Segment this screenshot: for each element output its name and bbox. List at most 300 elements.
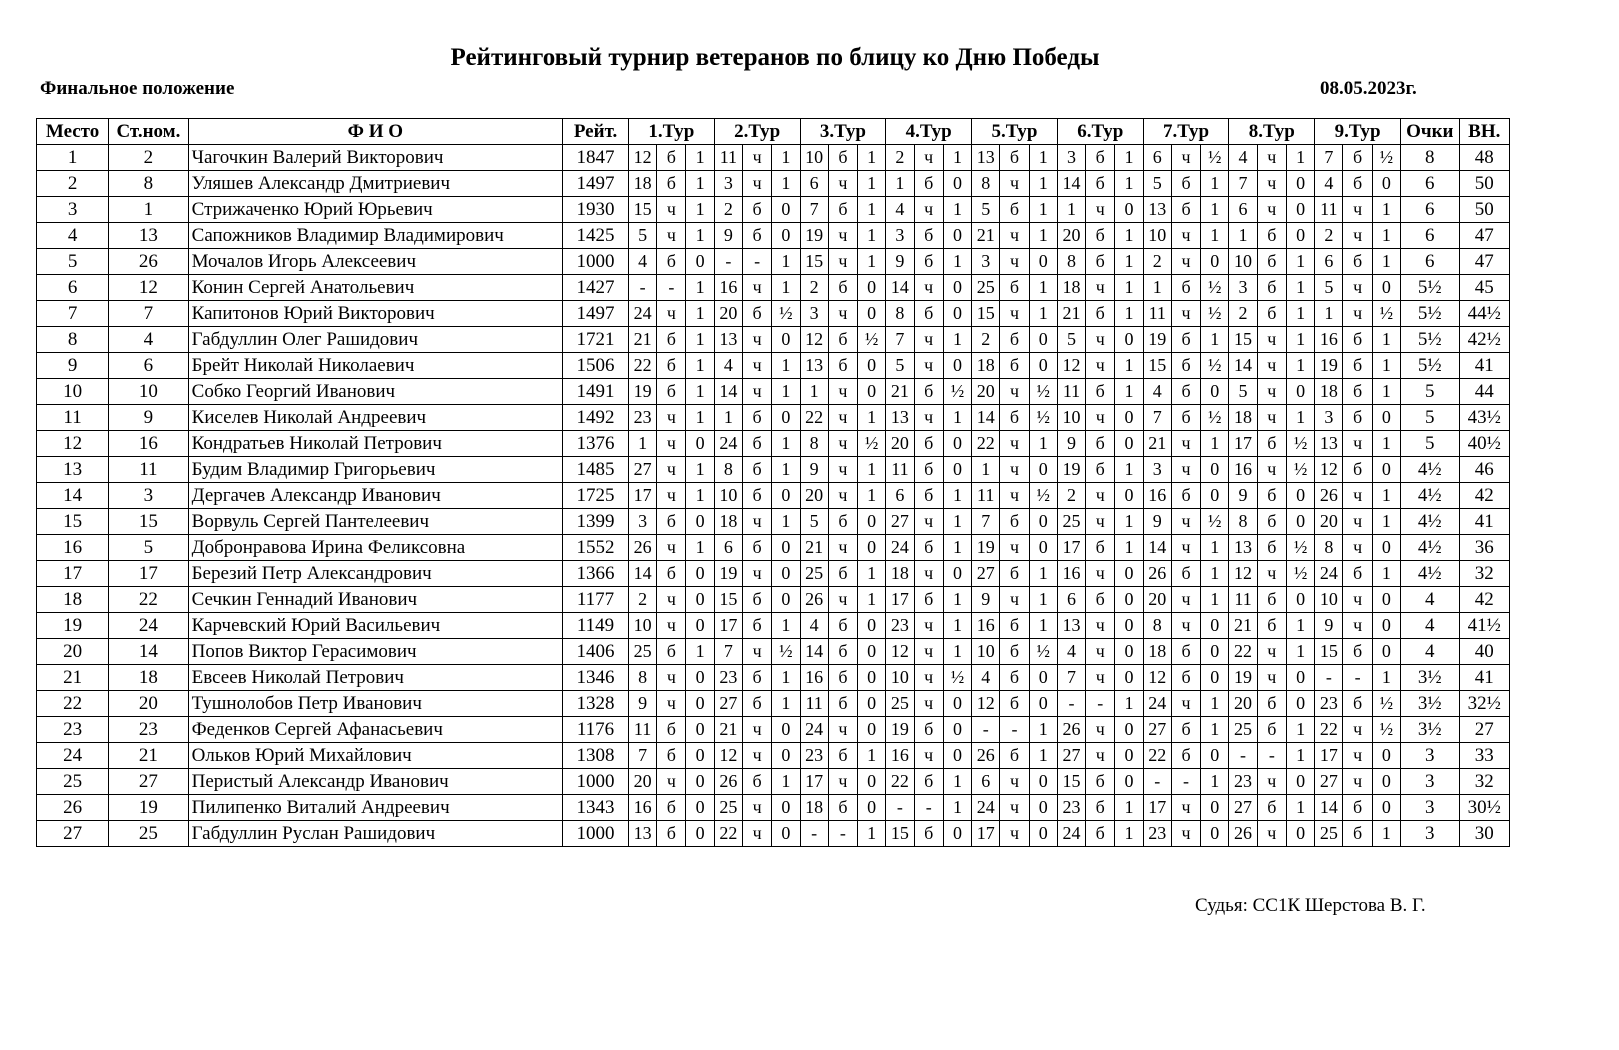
round-result-cell: 0 (772, 821, 800, 847)
round-color-cell: б (657, 379, 686, 405)
round-result-cell: 0 (1286, 769, 1314, 795)
start-number-cell: 9 (109, 405, 188, 431)
round-color-cell: б (1257, 431, 1286, 457)
round-color-cell: б (1343, 379, 1372, 405)
round-result-cell: 1 (858, 171, 886, 197)
round-result-cell: 0 (858, 691, 886, 717)
round-color-cell: ч (1171, 249, 1200, 275)
rating-cell: 1328 (563, 691, 629, 717)
buchholz-cell: 47 (1459, 223, 1509, 249)
round-result-cell: 1 (772, 613, 800, 639)
round-color-cell: б (742, 535, 771, 561)
round-result-cell: 0 (1115, 431, 1143, 457)
round-color-cell: ч (914, 275, 943, 301)
round-color-cell: ч (1171, 795, 1200, 821)
player-name-cell: Карчевский Юрий Васильевич (188, 613, 562, 639)
round-result-cell: 1 (686, 639, 714, 665)
round-color-cell: б (914, 171, 943, 197)
round-color-cell: б (1086, 249, 1115, 275)
round-result-cell: 1 (686, 457, 714, 483)
table-row (37, 717, 1510, 743)
round-result-cell: 1 (772, 457, 800, 483)
table-row (37, 145, 1510, 171)
place-cell: 8 (37, 327, 109, 353)
round-opponent-cell: 13 (1057, 613, 1085, 639)
table-row (37, 535, 1510, 561)
round-opponent-cell: 16 (1143, 483, 1171, 509)
player-name-cell: Ворвуль Сергей Пантелеевич (188, 509, 562, 535)
round-result-cell: 1 (858, 457, 886, 483)
round-opponent-cell: 14 (972, 405, 1000, 431)
round-color-cell: ч (1086, 509, 1115, 535)
round-color-cell: ч (1000, 171, 1029, 197)
round-opponent-cell: 17 (886, 587, 914, 613)
round-color-cell: б (742, 223, 771, 249)
round-color-cell: б (828, 691, 857, 717)
round-result-cell: 1 (858, 743, 886, 769)
round-opponent-cell: 13 (714, 327, 742, 353)
player-name-cell: Брейт Николай Николаевич (188, 353, 562, 379)
round-result-cell: ½ (1286, 535, 1314, 561)
round-color-cell: ч (1086, 353, 1115, 379)
round-color-cell: б (828, 353, 857, 379)
round-opponent-cell: 9 (972, 587, 1000, 613)
round-opponent-cell: 1 (628, 431, 656, 457)
round-opponent-cell: 2 (1315, 223, 1343, 249)
round-color-cell: ч (1257, 665, 1286, 691)
round-color-cell: б (1000, 639, 1029, 665)
round-opponent-cell: 19 (800, 223, 828, 249)
place-cell: 6 (37, 275, 109, 301)
start-number-cell: 21 (109, 743, 188, 769)
round-color-cell: ч (1000, 249, 1029, 275)
round-result-cell: 1 (1372, 327, 1400, 353)
rating-cell: 1497 (563, 301, 629, 327)
round-opponent-cell: 9 (800, 457, 828, 483)
points-cell: 4½ (1401, 561, 1460, 587)
round-color-cell: б (1000, 743, 1029, 769)
round-result-cell: 0 (686, 717, 714, 743)
rating-cell: 1491 (563, 379, 629, 405)
round-color-cell: ч (1257, 379, 1286, 405)
round-result-cell: 1 (1286, 717, 1314, 743)
place-cell: 13 (37, 457, 109, 483)
place-cell: 19 (37, 613, 109, 639)
round-color-cell: ч (657, 769, 686, 795)
player-name-cell: Сапожников Владимир Владимирович (188, 223, 562, 249)
round-color-cell: ч (828, 223, 857, 249)
round-result-cell: 1 (686, 379, 714, 405)
round-result-cell: 1 (772, 249, 800, 275)
round-opponent-cell: 4 (714, 353, 742, 379)
rating-cell: 1308 (563, 743, 629, 769)
header-round-1: 1.Тур (628, 119, 714, 145)
round-opponent-cell: - (714, 249, 742, 275)
round-opponent-cell: 11 (1143, 301, 1171, 327)
round-result-cell: 1 (1115, 275, 1143, 301)
round-color-cell: б (1000, 691, 1029, 717)
round-color-cell: ч (914, 561, 943, 587)
round-color-cell: ч (914, 145, 943, 171)
round-opponent-cell: 11 (1057, 379, 1085, 405)
round-color-cell: ч (1000, 431, 1029, 457)
round-result-cell: 1 (858, 405, 886, 431)
round-result-cell: 0 (772, 483, 800, 509)
round-color-cell: б (742, 613, 771, 639)
round-result-cell: 1 (943, 587, 971, 613)
round-opponent-cell: 19 (1229, 665, 1257, 691)
points-cell: 5 (1401, 405, 1460, 431)
round-opponent-cell: 6 (886, 483, 914, 509)
round-result-cell: 1 (1201, 717, 1229, 743)
start-number-cell: 8 (109, 171, 188, 197)
round-color-cell: б (1257, 301, 1286, 327)
points-cell: 5 (1401, 379, 1460, 405)
round-color-cell: б (657, 717, 686, 743)
round-result-cell: 0 (772, 197, 800, 223)
round-opponent-cell: 10 (886, 665, 914, 691)
round-opponent-cell: 17 (1229, 431, 1257, 457)
round-result-cell: 0 (686, 613, 714, 639)
round-opponent-cell: 12 (714, 743, 742, 769)
round-color-cell: ч (657, 691, 686, 717)
round-color-cell: ч (914, 691, 943, 717)
round-color-cell: б (657, 795, 686, 821)
round-result-cell: 0 (686, 691, 714, 717)
round-opponent-cell: 19 (714, 561, 742, 587)
round-opponent-cell: 15 (972, 301, 1000, 327)
round-color-cell: б (657, 145, 686, 171)
round-result-cell: 1 (686, 275, 714, 301)
round-opponent-cell: - (1057, 691, 1085, 717)
round-result-cell: 1 (858, 587, 886, 613)
round-opponent-cell: 15 (800, 249, 828, 275)
place-cell: 23 (37, 717, 109, 743)
round-color-cell: ч (657, 197, 686, 223)
round-result-cell: 0 (686, 795, 714, 821)
round-color-cell: ч (1343, 769, 1372, 795)
round-result-cell: ½ (1372, 691, 1400, 717)
round-result-cell: 1 (1201, 327, 1229, 353)
round-result-cell: 0 (1115, 639, 1143, 665)
round-color-cell: ч (1000, 769, 1029, 795)
round-color-cell: б (1257, 691, 1286, 717)
round-result-cell: 1 (943, 639, 971, 665)
round-color-cell: ч (914, 327, 943, 353)
round-opponent-cell: 22 (972, 431, 1000, 457)
round-opponent-cell: 23 (886, 613, 914, 639)
points-cell: 4½ (1401, 509, 1460, 535)
round-result-cell: 1 (1115, 535, 1143, 561)
round-color-cell: ч (1343, 483, 1372, 509)
round-color-cell: ч (1086, 327, 1115, 353)
round-result-cell: 0 (1029, 249, 1057, 275)
round-opponent-cell: 2 (972, 327, 1000, 353)
buchholz-cell: 44 (1459, 379, 1509, 405)
player-name-cell: Березий Петр Александрович (188, 561, 562, 587)
round-result-cell: 0 (858, 301, 886, 327)
points-cell: 8 (1401, 145, 1460, 171)
round-opponent-cell: 4 (1229, 145, 1257, 171)
header-round-7: 7.Тур (1143, 119, 1229, 145)
round-color-cell: б (1086, 795, 1115, 821)
round-result-cell: 1 (1286, 613, 1314, 639)
round-color-cell: б (828, 275, 857, 301)
buchholz-cell: 32 (1459, 561, 1509, 587)
round-result-cell: 0 (1372, 639, 1400, 665)
points-cell: 3 (1401, 795, 1460, 821)
round-color-cell: б (1257, 795, 1286, 821)
player-name-cell: Конин Сергей Анатольевич (188, 275, 562, 301)
round-opponent-cell: 17 (714, 613, 742, 639)
round-result-cell: 0 (1201, 249, 1229, 275)
buchholz-cell: 44½ (1459, 301, 1509, 327)
round-color-cell: б (657, 821, 686, 847)
round-color-cell: ч (828, 379, 857, 405)
round-result-cell: 1 (1286, 405, 1314, 431)
round-result-cell: ½ (1029, 405, 1057, 431)
round-color-cell: б (828, 509, 857, 535)
round-color-cell: ч (828, 249, 857, 275)
round-color-cell: ч (742, 795, 771, 821)
round-opponent-cell: 2 (714, 197, 742, 223)
round-result-cell: 1 (1115, 457, 1143, 483)
round-opponent-cell: 10 (800, 145, 828, 171)
round-color-cell: ч (1086, 613, 1115, 639)
round-color-cell: б (828, 561, 857, 587)
round-result-cell: ½ (1372, 301, 1400, 327)
round-color-cell: б (1171, 639, 1200, 665)
round-opponent-cell: 3 (628, 509, 656, 535)
round-result-cell: 0 (772, 405, 800, 431)
round-result-cell: 1 (1029, 717, 1057, 743)
round-color-cell: ч (828, 405, 857, 431)
round-color-cell: ч (1000, 587, 1029, 613)
buchholz-cell: 33 (1459, 743, 1509, 769)
round-result-cell: 1 (943, 483, 971, 509)
round-result-cell: 1 (1115, 509, 1143, 535)
round-color-cell: б (1171, 561, 1200, 587)
round-result-cell: 0 (772, 795, 800, 821)
round-opponent-cell: 3 (1315, 405, 1343, 431)
round-opponent-cell: 15 (1057, 769, 1085, 795)
buchholz-cell: 41 (1459, 509, 1509, 535)
round-opponent-cell: 27 (1229, 795, 1257, 821)
round-color-cell: ч (742, 327, 771, 353)
round-result-cell: 0 (686, 743, 714, 769)
buchholz-cell: 43½ (1459, 405, 1509, 431)
round-result-cell: 0 (943, 353, 971, 379)
round-opponent-cell: 7 (1315, 145, 1343, 171)
rating-cell: 1492 (563, 405, 629, 431)
round-result-cell: 0 (1115, 743, 1143, 769)
round-result-cell: 0 (686, 587, 714, 613)
round-opponent-cell: 11 (886, 457, 914, 483)
round-opponent-cell: 23 (1143, 821, 1171, 847)
round-result-cell: 1 (1115, 379, 1143, 405)
round-opponent-cell: 5 (1315, 275, 1343, 301)
place-cell: 21 (37, 665, 109, 691)
buchholz-cell: 47 (1459, 249, 1509, 275)
round-opponent-cell: 22 (1229, 639, 1257, 665)
round-color-cell: б (742, 483, 771, 509)
round-opponent-cell: 12 (628, 145, 656, 171)
round-color-cell: б (742, 587, 771, 613)
round-opponent-cell: 22 (800, 405, 828, 431)
round-opponent-cell: 2 (628, 587, 656, 613)
round-result-cell: 1 (1372, 509, 1400, 535)
round-color-cell: - (1000, 717, 1029, 743)
round-result-cell: 0 (686, 509, 714, 535)
round-color-cell: ч (1171, 145, 1200, 171)
round-result-cell: 0 (1201, 379, 1229, 405)
round-opponent-cell: 27 (972, 561, 1000, 587)
round-color-cell: ч (914, 639, 943, 665)
round-result-cell: ½ (943, 379, 971, 405)
round-result-cell: 0 (686, 431, 714, 457)
round-color-cell: - (1343, 665, 1372, 691)
round-opponent-cell: 8 (972, 171, 1000, 197)
round-opponent-cell: 6 (972, 769, 1000, 795)
round-color-cell: б (1086, 379, 1115, 405)
round-result-cell: 0 (1029, 353, 1057, 379)
round-result-cell: 1 (772, 431, 800, 457)
round-result-cell: 1 (1201, 561, 1229, 587)
round-color-cell: б (1257, 483, 1286, 509)
round-color-cell: ч (1000, 223, 1029, 249)
round-color-cell: ч (657, 301, 686, 327)
start-number-cell: 4 (109, 327, 188, 353)
round-opponent-cell: 22 (886, 769, 914, 795)
round-result-cell: 0 (1201, 639, 1229, 665)
round-opponent-cell: 10 (1143, 223, 1171, 249)
round-color-cell: ч (914, 743, 943, 769)
header-round-9: 9.Тур (1315, 119, 1401, 145)
round-result-cell: 1 (1372, 483, 1400, 509)
round-result-cell: 1 (686, 535, 714, 561)
round-color-cell: б (1000, 509, 1029, 535)
round-opponent-cell: 9 (1057, 431, 1085, 457)
place-cell: 25 (37, 769, 109, 795)
round-opponent-cell: 26 (1143, 561, 1171, 587)
round-opponent-cell: 10 (1057, 405, 1085, 431)
round-result-cell: 1 (943, 795, 971, 821)
round-opponent-cell: 13 (1229, 535, 1257, 561)
round-color-cell: б (1171, 275, 1200, 301)
round-opponent-cell: 15 (628, 197, 656, 223)
round-color-cell: б (742, 457, 771, 483)
buchholz-cell: 36 (1459, 535, 1509, 561)
round-result-cell: 1 (686, 405, 714, 431)
start-number-cell: 2 (109, 145, 188, 171)
round-color-cell: ч (1257, 145, 1286, 171)
rating-cell: 1376 (563, 431, 629, 457)
player-name-cell: Пилипенко Виталий Андреевич (188, 795, 562, 821)
round-result-cell: 1 (1029, 275, 1057, 301)
round-opponent-cell: 15 (886, 821, 914, 847)
round-result-cell: 0 (686, 769, 714, 795)
buchholz-cell: 30 (1459, 821, 1509, 847)
round-result-cell: 0 (858, 535, 886, 561)
round-result-cell: 1 (1029, 743, 1057, 769)
round-color-cell: б (1086, 431, 1115, 457)
round-opponent-cell: 7 (800, 197, 828, 223)
round-result-cell: ½ (943, 665, 971, 691)
round-opponent-cell: 8 (1315, 535, 1343, 561)
round-color-cell: ч (1343, 197, 1372, 223)
round-result-cell: 0 (1115, 561, 1143, 587)
round-result-cell: 0 (686, 821, 714, 847)
buchholz-cell: 41 (1459, 665, 1509, 691)
round-result-cell: 1 (943, 249, 971, 275)
round-result-cell: ½ (772, 301, 800, 327)
start-number-cell: 19 (109, 795, 188, 821)
start-number-cell: 10 (109, 379, 188, 405)
table-row (37, 223, 1510, 249)
round-result-cell: 0 (858, 769, 886, 795)
round-result-cell: 1 (686, 327, 714, 353)
rating-cell: 1000 (563, 769, 629, 795)
round-color-cell: б (1343, 249, 1372, 275)
rating-cell: 1366 (563, 561, 629, 587)
round-result-cell: 0 (1201, 821, 1229, 847)
header-round-8: 8.Тур (1229, 119, 1315, 145)
round-color-cell: ч (1171, 821, 1200, 847)
buchholz-cell: 41½ (1459, 613, 1509, 639)
round-color-cell: ч (828, 171, 857, 197)
round-result-cell: 1 (858, 483, 886, 509)
round-result-cell: 1 (1372, 223, 1400, 249)
round-result-cell: 0 (1029, 821, 1057, 847)
round-result-cell: ½ (1029, 639, 1057, 665)
buchholz-cell: 27 (1459, 717, 1509, 743)
round-opponent-cell: 22 (714, 821, 742, 847)
header-round-2: 2.Тур (714, 119, 800, 145)
round-color-cell: б (1257, 717, 1286, 743)
round-color-cell: б (1257, 509, 1286, 535)
round-color-cell: ч (828, 457, 857, 483)
round-color-cell: б (1343, 457, 1372, 483)
round-color-cell: б (1086, 587, 1115, 613)
round-color-cell: ч (742, 509, 771, 535)
round-result-cell: ½ (858, 431, 886, 457)
table-row (37, 327, 1510, 353)
round-result-cell: 0 (943, 457, 971, 483)
round-result-cell: 0 (1372, 743, 1400, 769)
table-row (37, 587, 1510, 613)
round-opponent-cell: 20 (628, 769, 656, 795)
round-opponent-cell: 8 (800, 431, 828, 457)
round-color-cell: б (1086, 821, 1115, 847)
round-color-cell: б (1000, 275, 1029, 301)
round-color-cell: ч (742, 561, 771, 587)
round-opponent-cell: 5 (1143, 171, 1171, 197)
round-color-cell: ч (914, 353, 943, 379)
table-row (37, 301, 1510, 327)
round-opponent-cell: - (886, 795, 914, 821)
round-color-cell: ч (1171, 223, 1200, 249)
round-color-cell: ч (1000, 301, 1029, 327)
round-color-cell: б (657, 639, 686, 665)
round-color-cell: ч (1257, 821, 1286, 847)
round-color-cell: б (1171, 717, 1200, 743)
round-opponent-cell: 7 (1229, 171, 1257, 197)
round-opponent-cell: 25 (1057, 509, 1085, 535)
buchholz-cell: 46 (1459, 457, 1509, 483)
round-opponent-cell: 24 (714, 431, 742, 457)
round-opponent-cell: 6 (800, 171, 828, 197)
round-opponent-cell: 5 (1057, 327, 1085, 353)
